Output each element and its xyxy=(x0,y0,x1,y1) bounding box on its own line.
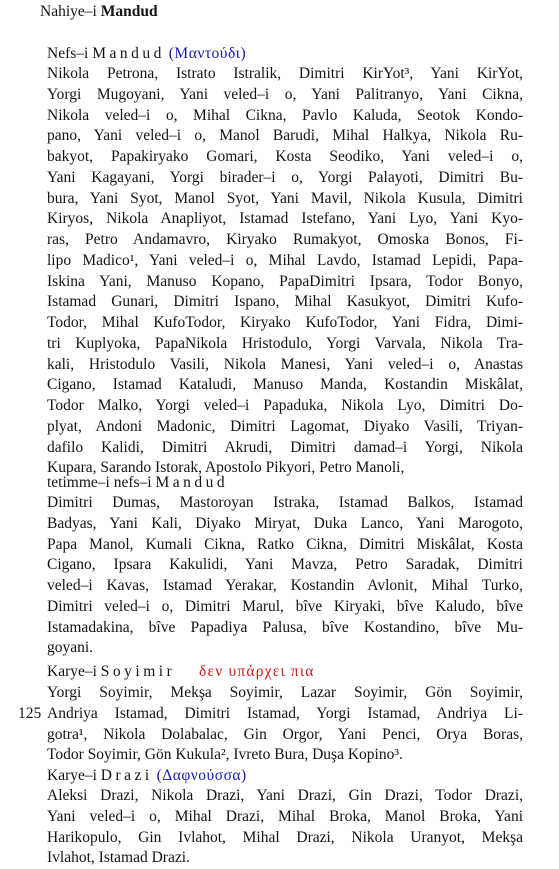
text-line: goyani. xyxy=(47,639,94,657)
text-line: Yorgi Soyimir, Mekşa Soyimir, Lazar Soyimir, Gön Soyimir, xyxy=(47,684,523,701)
text-line: pano, Yani veled–i o, Manol Barudi, Mihal Halkya, Nikola Ru- xyxy=(47,127,523,145)
text-line: Badyas, Yani Kali, Diyako Miryat, Duka Lanco, Yani Marogoto, xyxy=(47,514,523,532)
tetimme-title xyxy=(47,472,228,494)
text-line: Nikola veled–i o, Mihal Cikna, Pavlo Kaluda, Seotok Kondo- xyxy=(47,106,523,124)
text-line: Dimitri veled–i o, Dimitri Marul, bîve Kiryaki, bîve Kaludo, bîve xyxy=(47,597,523,615)
text-line: Yani veled–i o, Mihal Drazi, Mihal Broka, Manol Broka, Yani xyxy=(47,807,523,825)
section-title-drazi xyxy=(47,765,247,787)
text-line: kali, Hristodulo Vasili, Nikola Manesi, Yani veled–i o, Anastas xyxy=(47,355,523,373)
text-line: veled–i Kavas, Istamad Yerakar, Kostandin Avlonit, Mihal Turko, xyxy=(47,577,523,594)
tetimme-name: Mandud xyxy=(155,474,229,491)
text-line: Nikola Petrona, Istrato Istralik, Dimitri KirYot³, Yani KirYot, xyxy=(47,65,523,82)
text-line: Papa Manol, Kumali Cikna, Ratko Cikna, Dimitri Miskâlat, Kosta xyxy=(47,535,523,553)
text-line: ras, Petro Andamavro, Kiryako Rumakyot, Omoska Bonos, Fi- xyxy=(47,231,523,248)
section-title-name: Drazi xyxy=(100,767,153,784)
text-line: Kupara, Sarando Istorak, Apostolo Pikyori, Petro Manoli, xyxy=(47,459,405,477)
section-title-soyimir xyxy=(47,661,315,683)
section-title-prefix: Karye–i xyxy=(47,767,97,784)
tetimme-prefix: tetimme–i nefs–i xyxy=(47,474,152,491)
text-line: Todor, Mihal KufoTodor, Kiryako KufoTodor, Yani Fidra, Dimi- xyxy=(47,314,523,331)
text-line: Todor Malko, Yorgi veled–i Papaduka, Nikola Lyo, Dimitri Do- xyxy=(47,397,523,414)
margin-line-number: 125 xyxy=(18,705,42,722)
header-name: Mandud xyxy=(100,3,158,20)
text-line: Cigano, Istamad Kataludi, Manuso Manda, Kostandin Miskâlat, xyxy=(47,376,523,394)
text-line: bura, Yani Syot, Manol Syot, Yani Mavil, Nikola Kusula, Dimitri xyxy=(47,189,523,207)
text-line: Aleksi Drazi, Nikola Drazi, Yani Drazi, Gin Drazi, Todor Drazi, xyxy=(47,787,523,804)
section-title-name: Soyimir xyxy=(100,663,176,680)
text-line: Dimitri Dumas, Mastoroyan Istraka, Istamad Balkos, Istamad xyxy=(47,494,523,511)
text-line: Yorgi Mugoyani, Yani veled–i o, Yani Palitranyo, Yani Cikna, xyxy=(47,85,523,103)
text-line: Istamadakina, bîve Papadiya Palusa, bîve Kostandino, bîve Mu- xyxy=(47,618,523,636)
text-line: Istamad Gunari, Dimitri Ispano, Mihal Kasukyot, Dimitri Kufo- xyxy=(47,293,523,311)
section-body-soyimir xyxy=(47,683,523,766)
text-line: Andriya Istamad, Dimitri Istamad, Yorgi Istamad, Andriya Li- xyxy=(47,704,523,722)
text-line: Harikopulo, Gin Ivlahot, Mihal Drazi, Nikola Uranyot, Mekşa xyxy=(47,828,523,846)
greek-note-annotation: δεν υπάρχει πια xyxy=(199,663,315,680)
section-title-mandud xyxy=(47,43,246,65)
section-body-tetimme xyxy=(47,493,523,659)
text-line: Ivlahot, Istamad Drazi. xyxy=(47,849,190,867)
section-body-mandud xyxy=(47,64,523,479)
text-line: lipo Madico¹, Yani veled–i o, Mihal Lavdo, Istamad Lepidi, Papa- xyxy=(47,251,523,269)
text-line: gotra¹, Nikola Dolabalac, Gin Orgor, Yani Penci, Orya Boras, xyxy=(47,725,523,743)
greek-name-annotation: (Μαντούδι) xyxy=(168,45,247,62)
text-line: tri Kuplyoka, PapaNikola Hristodulo, Yorgi Varvala, Nikola Tra- xyxy=(47,334,523,352)
text-line: plyat, Andoni Madonic, Dimitri Lagomat, Diyako Vasili, Triyan- xyxy=(47,417,523,435)
text-line: bakyot, Papakiryako Gomari, Kosta Seodiko, Yani veled–i o, xyxy=(47,148,523,165)
text-line: Yani Kagayani, Yorgi birader–i o, Yorgi Palayoti, Dimitri Bu- xyxy=(47,168,523,186)
section-title-prefix: Karye–i xyxy=(47,663,97,680)
section-title-name: Mandud xyxy=(92,45,165,62)
text-line: dafilo Kalidi, Dimitri Akrudi, Dimitri damad–i Yorgi, Nikola xyxy=(47,438,523,456)
text-line: Todor Soyimir, Gön Kukula², Ivreto Bura, Duşa Kopino³. xyxy=(47,746,403,764)
section-body-drazi xyxy=(47,786,523,869)
text-line: Kiryos, Nikola Anapliyot, Istamad Istefano, Yani Lyo, Yani Kyo- xyxy=(47,210,523,228)
greek-name-annotation: (Δαφνούσσα) xyxy=(156,767,247,784)
text-line: Cigano, Ipsara Kakulidi, Yani Mavza, Petro Saradak, Dimitri xyxy=(47,556,523,574)
section-title-prefix: Nefs–i xyxy=(47,45,89,62)
text-line: Iskina Yani, Manuso Kopano, PapaDimitri Ipsara, Todor Bonyo, xyxy=(47,272,523,290)
header-prefix: Nahiye–i xyxy=(40,3,97,20)
page-header xyxy=(40,1,158,23)
